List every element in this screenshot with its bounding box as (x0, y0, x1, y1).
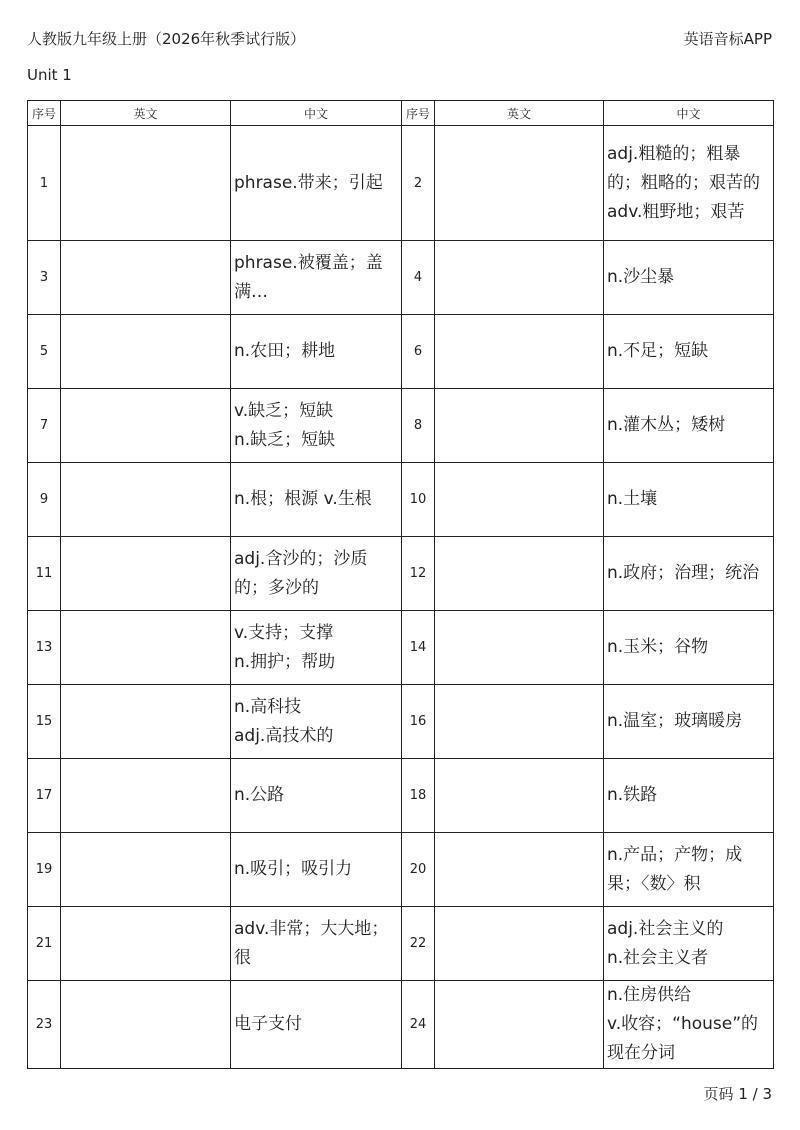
chinese-cell-left (231, 981, 402, 1069)
chinese-definition: adj.高技术的 (234, 725, 334, 746)
english-cell-right (435, 907, 604, 981)
table-row (28, 126, 774, 241)
chinese-definition: adj.粗糙的；粗暴的；粗略的；艰苦的 (607, 143, 760, 193)
chinese-cell-left (231, 759, 402, 833)
chinese-cell-right (604, 611, 774, 685)
chinese-definition: n.温室；玻璃暖房 (607, 711, 743, 731)
table-row (28, 389, 774, 463)
table-header-row (28, 101, 774, 126)
english-cell-left (61, 389, 231, 463)
english-cell-left (61, 833, 231, 907)
chinese-definition: adv.非常；大大地；很 (234, 918, 389, 968)
chinese-definition: n.根；根源 v.生根 (234, 489, 372, 509)
header-chinese-left: 中文 (231, 101, 402, 126)
row-index-right: 16 (402, 685, 435, 759)
english-cell-left (61, 981, 231, 1069)
row-index-left: 9 (28, 463, 61, 537)
table-row (28, 981, 774, 1069)
chinese-cell-right (604, 981, 774, 1069)
table-row (28, 759, 774, 833)
chinese-cell-right (604, 685, 774, 759)
chinese-definition: n.产品；产物；成果；〈数〉积 (607, 844, 743, 894)
chinese-definition: n.农田；耕地 (234, 341, 336, 361)
header-english-right: 英文 (435, 101, 604, 126)
chinese-definition: n.吸引；吸引力 (234, 859, 353, 879)
chinese-definition: n.住房供给 (607, 985, 692, 1005)
document-title: 人教版九年级上册（2026年秋季试行版） (27, 30, 306, 48)
english-cell-right (435, 389, 604, 463)
chinese-cell-left (231, 907, 402, 981)
chinese-definition: n.沙尘暴 (607, 267, 675, 287)
row-index-left: 23 (28, 981, 61, 1069)
english-cell-right (435, 759, 604, 833)
chinese-definition: n.土壤 (607, 489, 658, 509)
english-cell-left (61, 907, 231, 981)
chinese-cell-left (231, 537, 402, 611)
chinese-cell-right (604, 389, 774, 463)
row-index-left: 1 (28, 126, 61, 241)
table-row (28, 537, 774, 611)
english-cell-right (435, 537, 604, 611)
chinese-definition: n.不足；短缺 (607, 341, 709, 361)
table-row (28, 241, 774, 315)
chinese-cell-left (231, 126, 402, 241)
chinese-definition: 电子支付 (234, 1014, 302, 1034)
chinese-definition: phrase.被覆盖；盖满… (234, 252, 383, 302)
english-cell-left (61, 463, 231, 537)
table-row (28, 315, 774, 389)
chinese-definition: v.缺乏；短缺 (234, 400, 334, 421)
english-cell-right (435, 981, 604, 1069)
chinese-definition: v.支持；支撑 (234, 622, 334, 643)
row-index-left: 5 (28, 315, 61, 389)
chinese-cell-right (604, 833, 774, 907)
chinese-cell-right (604, 241, 774, 315)
english-cell-left (61, 759, 231, 833)
page-number: 页码 1 / 3 (703, 1085, 772, 1103)
chinese-cell-right (604, 463, 774, 537)
header-english-left: 英文 (61, 101, 231, 126)
row-index-right: 12 (402, 537, 435, 611)
table-row (28, 611, 774, 685)
english-cell-right (435, 685, 604, 759)
chinese-definition: v.收容；“house”的现在分词 (607, 1014, 759, 1063)
table-row (28, 907, 774, 981)
english-cell-right (435, 833, 604, 907)
english-cell-left (61, 685, 231, 759)
row-index-right: 4 (402, 241, 435, 315)
english-cell-right (435, 611, 604, 685)
row-index-left: 15 (28, 685, 61, 759)
chinese-definition: n.高科技 (234, 696, 302, 717)
chinese-cell-right (604, 907, 774, 981)
chinese-definition: adj.含沙的；沙质的；多沙的 (234, 548, 368, 598)
english-cell-left (61, 241, 231, 315)
row-index-left: 17 (28, 759, 61, 833)
chinese-definition: n.政府；治理；统治 (607, 563, 760, 583)
english-cell-left (61, 611, 231, 685)
chinese-cell-left (231, 833, 402, 907)
header-chinese-right: 中文 (604, 101, 774, 126)
chinese-definition: n.公路 (234, 785, 285, 805)
chinese-definition: n.玉米；谷物 (607, 637, 709, 657)
english-cell-left (61, 126, 231, 241)
row-index-right: 22 (402, 907, 435, 981)
chinese-definition: n.灌木丛；矮树 (607, 415, 726, 435)
row-index-left: 19 (28, 833, 61, 907)
row-index-right: 8 (402, 389, 435, 463)
row-index-left: 3 (28, 241, 61, 315)
table-row (28, 463, 774, 537)
english-cell-left (61, 537, 231, 611)
chinese-cell-left (231, 685, 402, 759)
header-index-left: 序号 (28, 101, 61, 126)
english-cell-right (435, 463, 604, 537)
row-index-right: 20 (402, 833, 435, 907)
chinese-cell-right (604, 759, 774, 833)
chinese-definition: n.拥护；帮助 (234, 651, 336, 672)
english-cell-right (435, 241, 604, 315)
header-index-right: 序号 (402, 101, 435, 126)
chinese-definition: adv.粗野地；艰苦 (607, 201, 745, 222)
row-index-right: 6 (402, 315, 435, 389)
chinese-cell-right (604, 537, 774, 611)
table-body (28, 126, 774, 1069)
chinese-cell-left (231, 463, 402, 537)
chinese-cell-left (231, 611, 402, 685)
row-index-left: 13 (28, 611, 61, 685)
chinese-cell-left (231, 389, 402, 463)
vocabulary-table (27, 100, 774, 1069)
english-cell-left (61, 315, 231, 389)
row-index-right: 18 (402, 759, 435, 833)
chinese-cell-right (604, 126, 774, 241)
row-index-left: 21 (28, 907, 61, 981)
unit-heading: Unit 1 (27, 66, 72, 84)
chinese-cell-left (231, 315, 402, 389)
chinese-definition: phrase.带来；引起 (234, 172, 383, 193)
chinese-definition: adj.社会主义的 (607, 918, 724, 939)
chinese-definition: n.铁路 (607, 785, 658, 805)
app-name: 英语音标APP (683, 30, 772, 48)
row-index-right: 14 (402, 611, 435, 685)
row-index-right: 24 (402, 981, 435, 1069)
table-row (28, 833, 774, 907)
chinese-definition: n.缺乏；短缺 (234, 429, 336, 450)
chinese-cell-right (604, 315, 774, 389)
english-cell-right (435, 126, 604, 241)
table-row (28, 685, 774, 759)
row-index-right: 10 (402, 463, 435, 537)
row-index-left: 11 (28, 537, 61, 611)
chinese-cell-left (231, 241, 402, 315)
chinese-definition: n.社会主义者 (607, 947, 709, 968)
english-cell-right (435, 315, 604, 389)
row-index-left: 7 (28, 389, 61, 463)
row-index-right: 2 (402, 126, 435, 241)
